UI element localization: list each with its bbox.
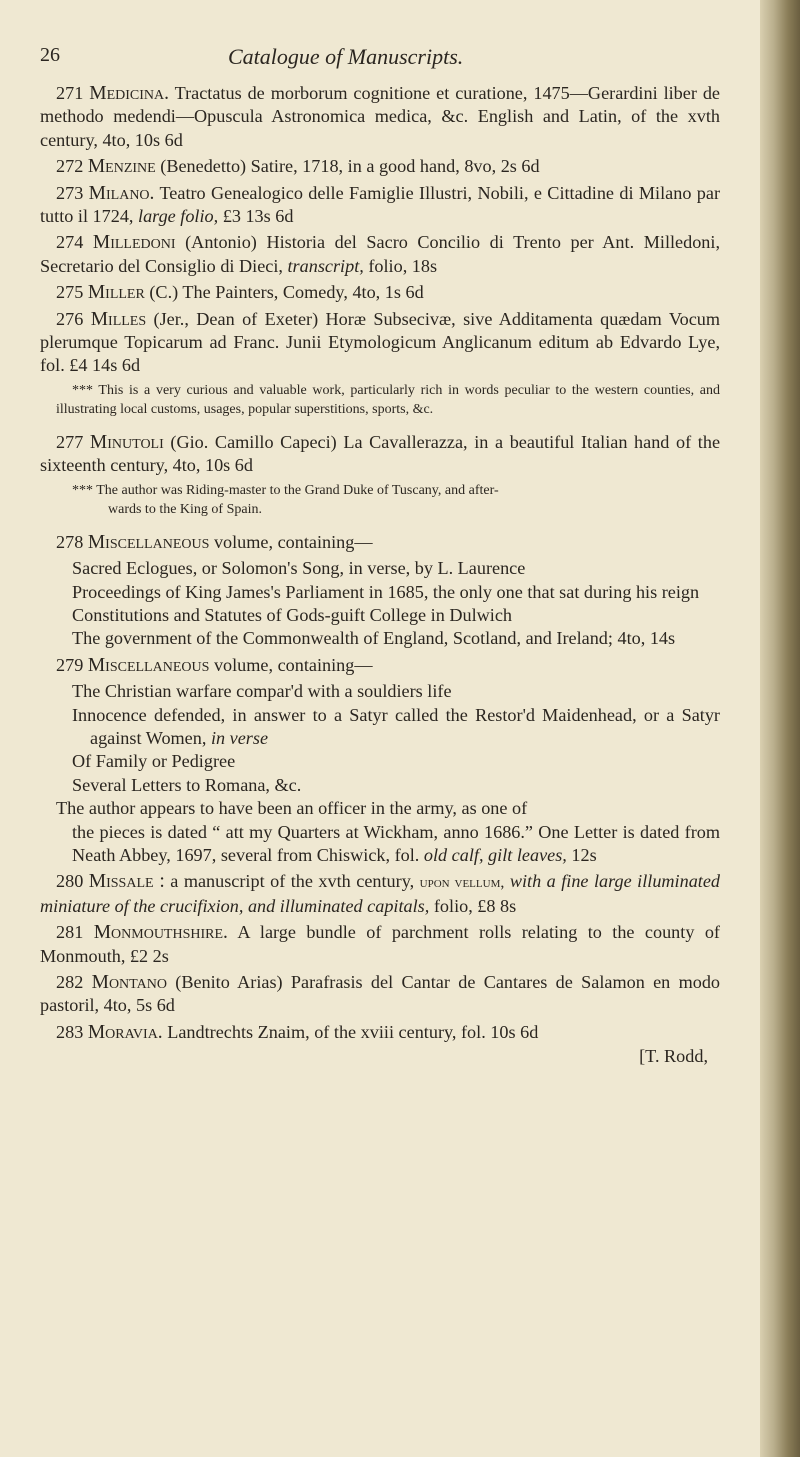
catchword: [T. Rodd, — [639, 1046, 708, 1067]
entry-279: 279 Miscellaneous volume, containing— — [56, 654, 373, 676]
entry-271: 271 Medicina. Tractatus de morborum cognitione et curatione, 1475—Gerardini liber de methodo medendi—Opuscula Astronomica medica, &c. English and Latin, of the xvth century, 4to, 10s 6d — [40, 83, 721, 150]
list-item: Innocence defended, in answer to a Satyr called the Restor'd Maidenhead, or a Satyr against Women, in verse — [72, 704, 720, 748]
catalogue-body — [40, 82, 720, 1087]
entry-279-contents — [72, 680, 720, 797]
page-number: 26 — [40, 44, 60, 66]
page-header — [0, 44, 760, 70]
entry-275: 275 Miller (C.) The Painters, Comedy, 4to, 1s 6d — [56, 282, 424, 304]
entry-282: 282 Montano (Benito Arias) Parafrasis del Cantar de Cantares de Salamon en modo pastoril, 4to, 5s 6d — [40, 972, 721, 1016]
entry-276-note: *** This is a very curious and valuable work, particularly rich in words peculiar to the western counties, and illustrating local customs, usages, popular superstitions, sports, &c. — [56, 382, 720, 417]
entry-280: 280 Missale : a manuscript of the xvth century, upon vellum, with a fine large illuminated miniature of the crucifixion, and illuminated capitals, folio, £8 8s — [40, 871, 721, 916]
list-item: The government of the Commonwealth of England, Scotland, and Ireland; 4to, 14s — [72, 628, 676, 649]
entry-278-contents — [72, 557, 720, 651]
entry-279-remark: The author appears to have been an officer in the army, as one of the pieces is dated “ att my Quarters at Wickham, anno 1686.” One Letter is dated from Neath Abbey, 1697, several from Chiswick, fol. old calf, gilt leaves, 12s — [56, 798, 720, 865]
entry-283: 283 Moravia. Landtrechts Znaim, of the xviii century, fol. 10s 6d — [56, 1021, 539, 1043]
list-item: Several Letters to Romana, &c. — [72, 774, 302, 795]
list-item: Of Family or Pedigree — [72, 751, 236, 772]
entry-273: 273 Milano. Teatro Genealogico delle Famiglie Illustri, Nobili, e Cittadine di Milano par tutto il 1724, large folio, £3 13s 6d — [40, 182, 721, 227]
list-item: Constitutions and Statutes of Gods-guift College in Dulwich — [72, 604, 513, 625]
list-item: The Christian warfare compar'd with a souldiers life — [72, 681, 452, 702]
entry-272: 272 Menzine (Benedetto) Satire, 1718, in a good hand, 8vo, 2s 6d — [56, 156, 540, 178]
entry-274: 274 Milledoni (Antonio) Historia del Sacro Concilio di Trento per Ant. Milledoni, Secretario del Consiglio di Dieci, transcript, folio, 18s — [40, 232, 721, 276]
entry-277-note: *** The author was Riding-master to the Grand Duke of Tuscany, and after- wards to the King of Spain. — [72, 482, 499, 517]
running-title: Catalogue of Manuscripts. — [228, 44, 464, 69]
entry-276: 276 Milles (Jer., Dean of Exeter) Horæ Subsecivæ, sive Additamenta quædam Vocum plerumque Topicarum ad Franc. Junii Etymologicum Anglicanum editum ab Edvardo Lye, fol. £4 14s 6d — [40, 308, 721, 376]
list-item: Proceedings of King James's Parliament in 1685, the only one that sat during his reign — [72, 581, 700, 602]
entry-277: 277 Minutoli (Gio. Camillo Capeci) La Cavallerazza, in a beautiful Italian hand of the sixteenth century, 4to, 10s 6d — [40, 431, 721, 476]
entry-281: 281 Monmouthshire. A large bundle of parchment rolls relating to the county of Monmouth, £2 2s — [40, 922, 720, 966]
entry-278: 278 Miscellaneous volume, containing— — [56, 531, 373, 553]
page-edge-shadow — [760, 0, 800, 1457]
list-item: Sacred Eclogues, or Solomon's Song, in verse, by L. Laurence — [72, 558, 526, 579]
